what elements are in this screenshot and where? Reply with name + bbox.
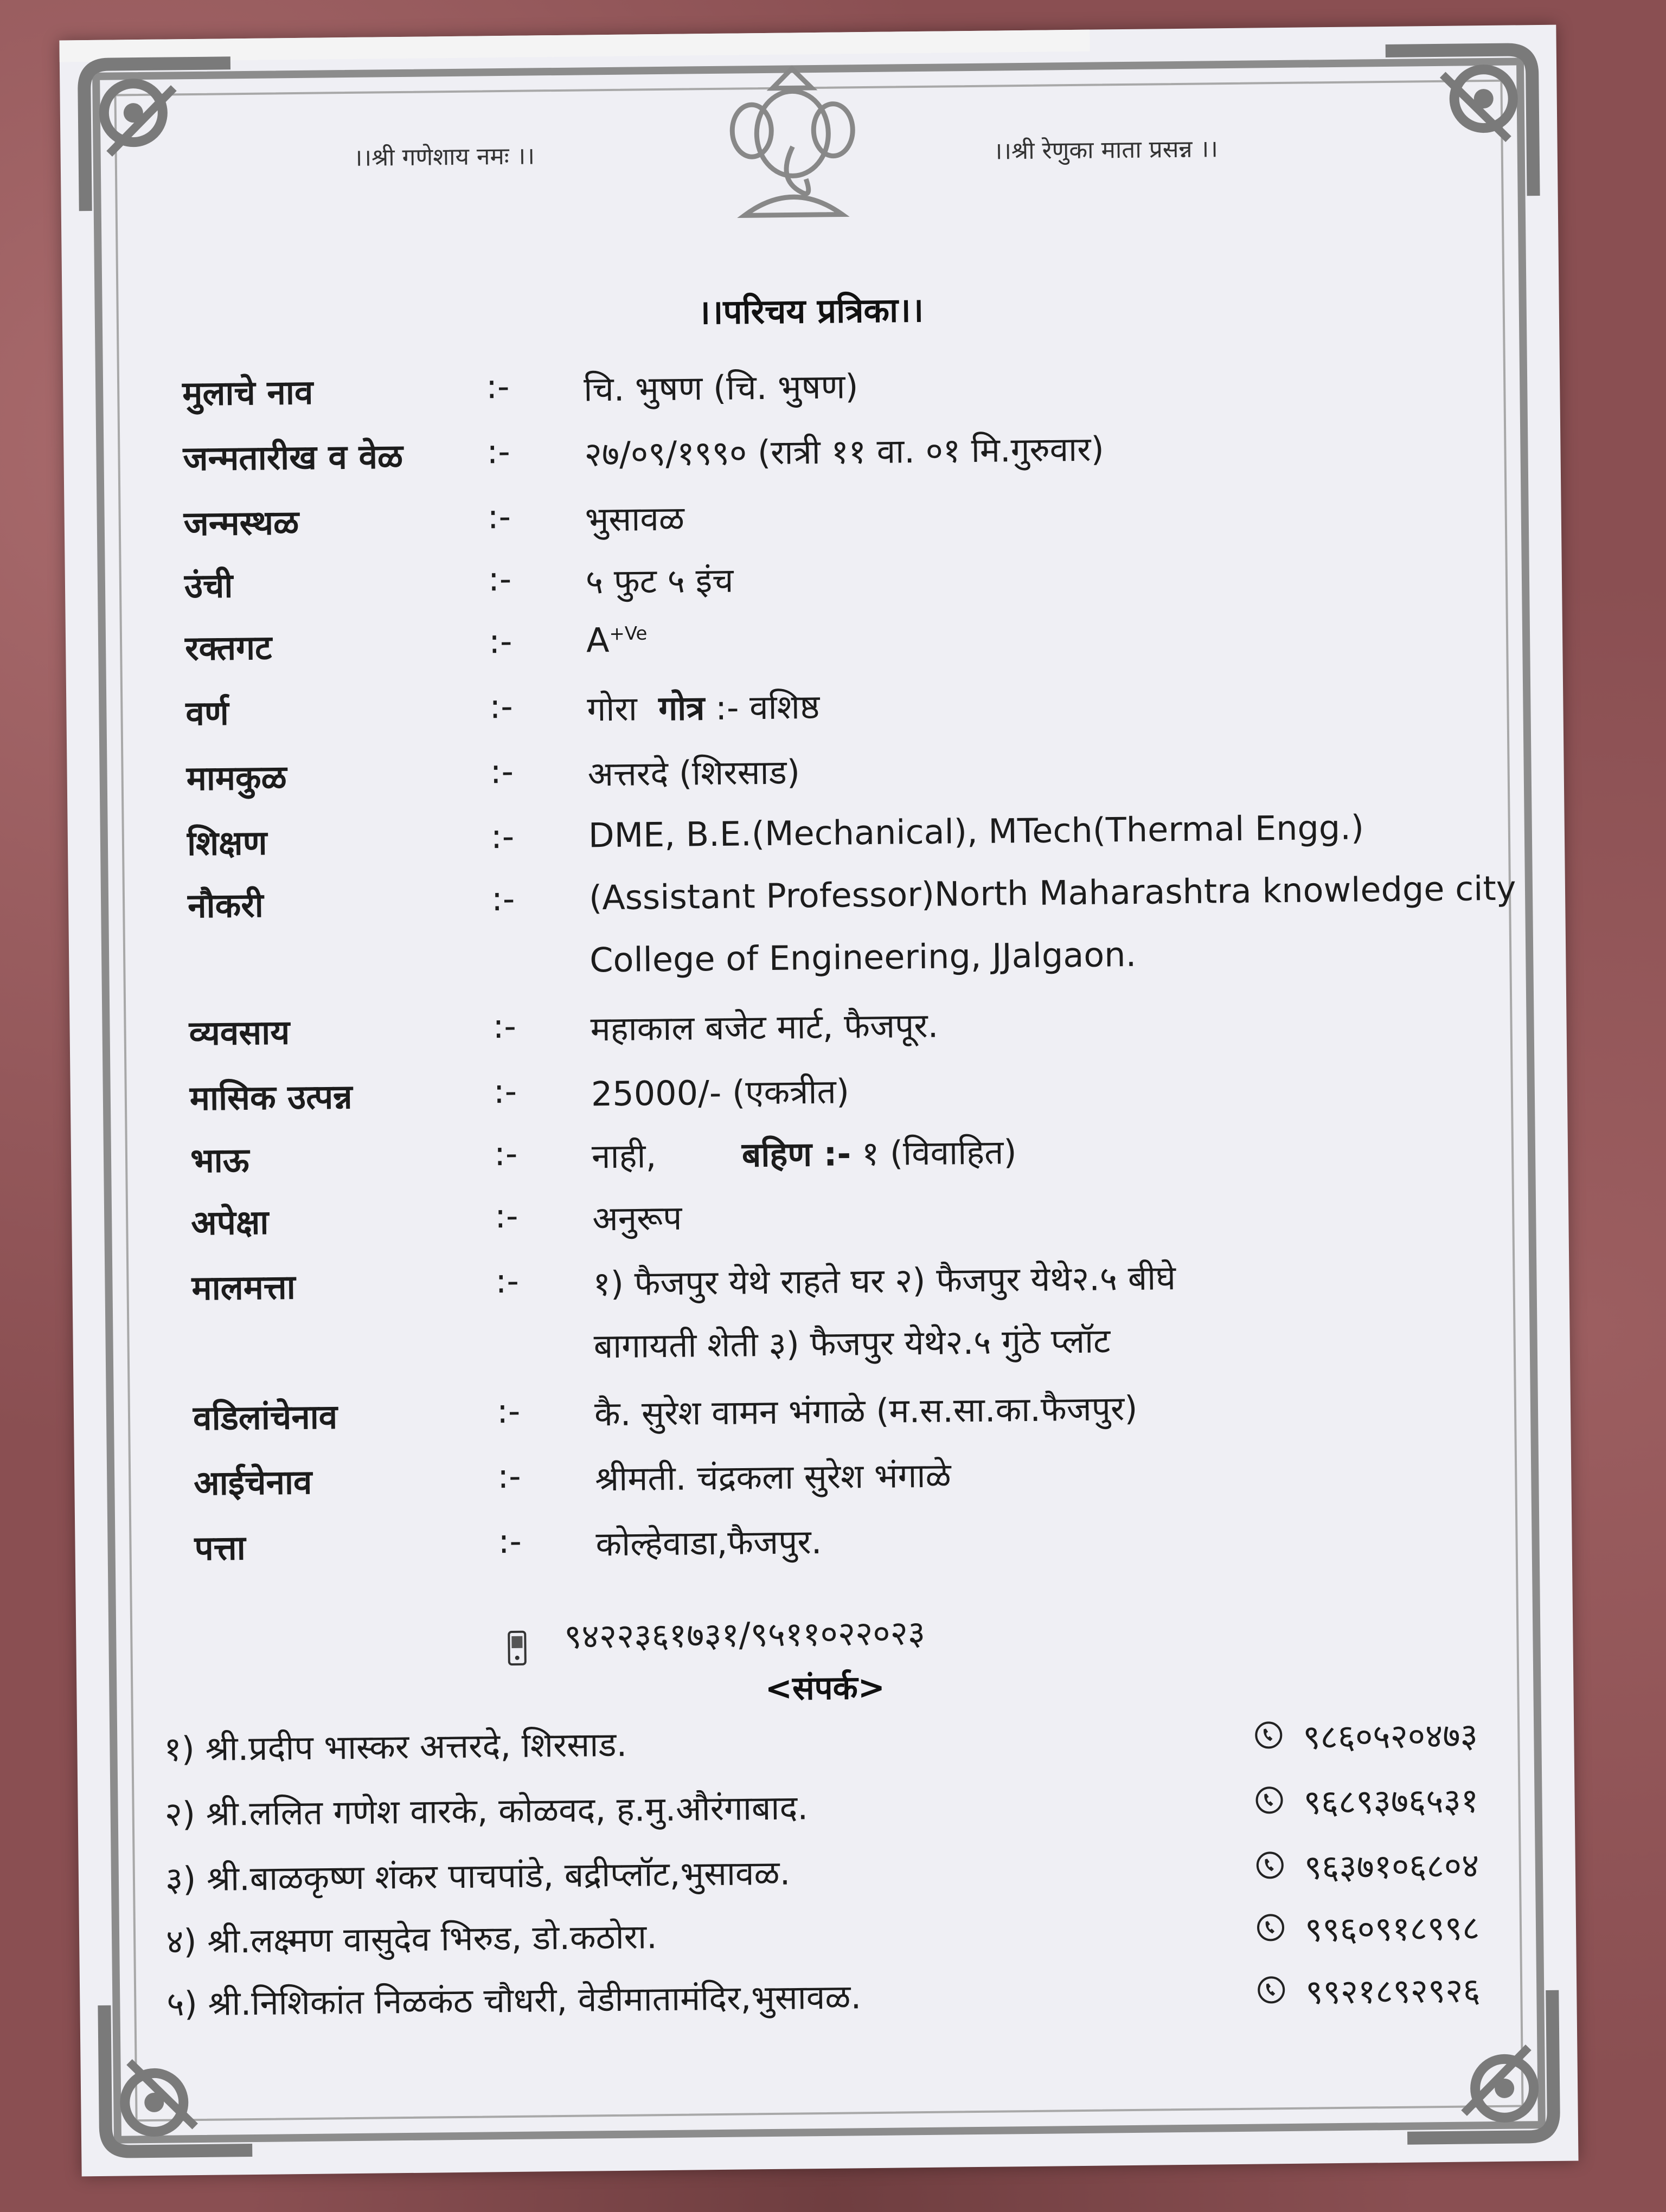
contact-name: २) श्री.ललित गणेश वारके, कोळवद, ह.मु.औरंगाबाद. (164, 1787, 809, 1834)
ganesha-icon (710, 65, 875, 229)
phone-icon (1256, 1911, 1286, 1940)
field-separator: :- (495, 1261, 520, 1301)
field-value (595, 1518, 822, 1566)
field-extra-label: गोत्र (658, 688, 705, 729)
field-value-line2: College of Engineering, JJalgaon. (589, 934, 1137, 980)
mobile-phone-icon (504, 1630, 532, 1668)
field-separator: :- (498, 1521, 522, 1561)
field-value-text: महाकाल बजेट मार्ट, फैजपूर. (590, 1005, 939, 1049)
field-value-text: कोल्हेवाडा,फैजपुर. (595, 1521, 822, 1564)
field-separator: :- (488, 558, 512, 599)
contact-section-title: <संपर्क> (765, 1668, 886, 1708)
field-separator: :- (491, 878, 515, 919)
field-value-text: चि. भुषण (चि. भुषण) (583, 366, 858, 409)
field-value (590, 1002, 939, 1051)
phone-icon (1254, 1718, 1284, 1748)
field-value-text: DME, B.E.(Mechanical), MTech(Thermal Engg.) (588, 807, 1364, 856)
field-value-text: २७/०९/१९९० (रात्री ११ वा. ०१ मि.गुरुवार) (584, 429, 1105, 474)
field-value-text: ५ फुट ५ इंच (585, 560, 734, 602)
contact-phone: ९६८९३७६५३१ (1303, 1780, 1479, 1822)
field-value (584, 363, 858, 411)
field-separator: :- (490, 816, 515, 857)
field-value-text: 25000/- (एकत्रीत) (591, 1071, 850, 1114)
field-value (595, 1451, 951, 1501)
field-label: मुलाचे नाव (182, 372, 313, 414)
field-label: वर्ण (185, 693, 229, 734)
contact-phone: ९९६०९१८९९८ (1304, 1908, 1480, 1950)
field-label: शिक्षण (187, 822, 267, 864)
contact-phone: ९८६०५२०४७३ (1302, 1715, 1478, 1757)
field-value (584, 425, 1104, 476)
field-separator: :- (487, 496, 511, 537)
field-value (591, 1068, 849, 1116)
field-value-text: भुसावळ (585, 498, 685, 539)
field-separator: :- (494, 1195, 518, 1236)
field-separator: :- (494, 1133, 518, 1174)
field-value-sup: +Ve (609, 622, 648, 645)
field-value (585, 495, 684, 542)
field-label: मासिक उत्पन्न (189, 1077, 353, 1118)
field-label: अपेक्षा (190, 1202, 269, 1243)
field-value-text: A (586, 620, 610, 660)
contact-phone: ९९२१८९२९२६ (1305, 1970, 1481, 2012)
field-value-text: अत्तरदे (शिरसाड) (587, 752, 800, 794)
page-title: ।।परिचय प्रत्रिका।। (697, 290, 924, 332)
field-label: जन्मतारीख व वेळ (183, 436, 403, 479)
field-separator: :- (485, 366, 510, 407)
contact-phone: ९६३७१०६८०४ (1304, 1846, 1479, 1887)
mobile-number: ९४२२३६१७३१/९५११०२२०२३ (563, 1613, 926, 1656)
field-label: आईचेनाव (193, 1462, 312, 1503)
field-value-text: कै. सुरेश वामन भंगाळे (म.स.सा.का.फैजपुर) (594, 1388, 1138, 1434)
header-right-blessing: ।।श्री रेणुका माता प्रसन्न ।। (993, 135, 1219, 165)
field-extra-value: :- वशिष्ठ (715, 686, 820, 728)
field-label: नौकरी (187, 885, 264, 926)
field-value-text: नाही, (591, 1136, 657, 1176)
field-label: उंची (184, 565, 233, 606)
contact-name: १) श्री.प्रदीप भास्कर अत्तरदे, शिरसाड. (164, 1724, 627, 1769)
field-value (592, 1194, 682, 1241)
phone-icon (1255, 1848, 1285, 1878)
field-value (588, 807, 1364, 855)
phone-icon (1257, 1973, 1286, 2003)
header-left-blessing: ।।श्री गणेशाय नमः ।। (353, 142, 535, 172)
field-value-line2: बागायती शेती ३) फैजपुर येथे२.५ गुंठे प्लॉट (593, 1321, 1111, 1366)
field-separator: :- (492, 1006, 517, 1046)
contact-name: ३) श्री.बाळकृष्ण शंकर पाचपांडे, बद्रीप्लॉट,भुसावळ. (165, 1853, 791, 1899)
field-value (586, 620, 648, 660)
field-label: मालमत्ता (191, 1267, 296, 1308)
field-value-text: अनुरूप (592, 1198, 682, 1239)
field-value-text: १) फैजपुर येथे राहते घर २) फैजपुर येथे२.५ बीघे (593, 1258, 1176, 1304)
corner-ornament-icon (76, 55, 240, 219)
field-separator: :- (489, 686, 513, 726)
field-label: जन्मस्थळ (183, 502, 299, 544)
field-separator: :- (493, 1071, 517, 1111)
field-label: मामकुळ (186, 757, 287, 799)
field-label: वडिलांचेनाव (193, 1397, 338, 1438)
corner-ornament-icon (1377, 41, 1542, 205)
phone-icon (1254, 1783, 1284, 1813)
field-extra-label: बहिण :- (741, 1134, 851, 1175)
field-separator: :- (486, 431, 511, 472)
contact-name: ४) श्री.लक्ष्मण वासुदेव भिरुड, डो.कठोरा. (165, 1917, 658, 1962)
field-value (585, 557, 733, 604)
field-separator: :- (488, 621, 512, 661)
field-value (593, 1254, 1176, 1306)
biodata-sheet (59, 25, 1578, 2177)
field-value (594, 1385, 1138, 1436)
field-extra-value: १ (विवाहित) (861, 1132, 1017, 1174)
field-value (587, 683, 820, 731)
contact-name: ५) श्री.निशिकांत निळकंठ चौधरी, वेडीमातामंदिर,भुसावळ. (166, 1977, 862, 2024)
field-label: रक्तगट (184, 627, 272, 668)
field-label: व्यवसाय (189, 1012, 290, 1053)
field-separator: :- (497, 1456, 521, 1496)
field-value-text: गोरा (587, 689, 638, 729)
field-value-text: श्रीमती. चंद्रकला सुरेश भंगाळे (594, 1455, 952, 1499)
field-value (587, 748, 800, 796)
field-value (592, 1128, 1017, 1178)
field-value-text: (Assistant Professor)North Maharashtra knowledge city (588, 868, 1516, 918)
field-label: पत्ता (194, 1528, 246, 1568)
field-separator: :- (490, 751, 514, 792)
field-label: भाऊ (190, 1140, 249, 1181)
field-separator: :- (496, 1391, 521, 1431)
